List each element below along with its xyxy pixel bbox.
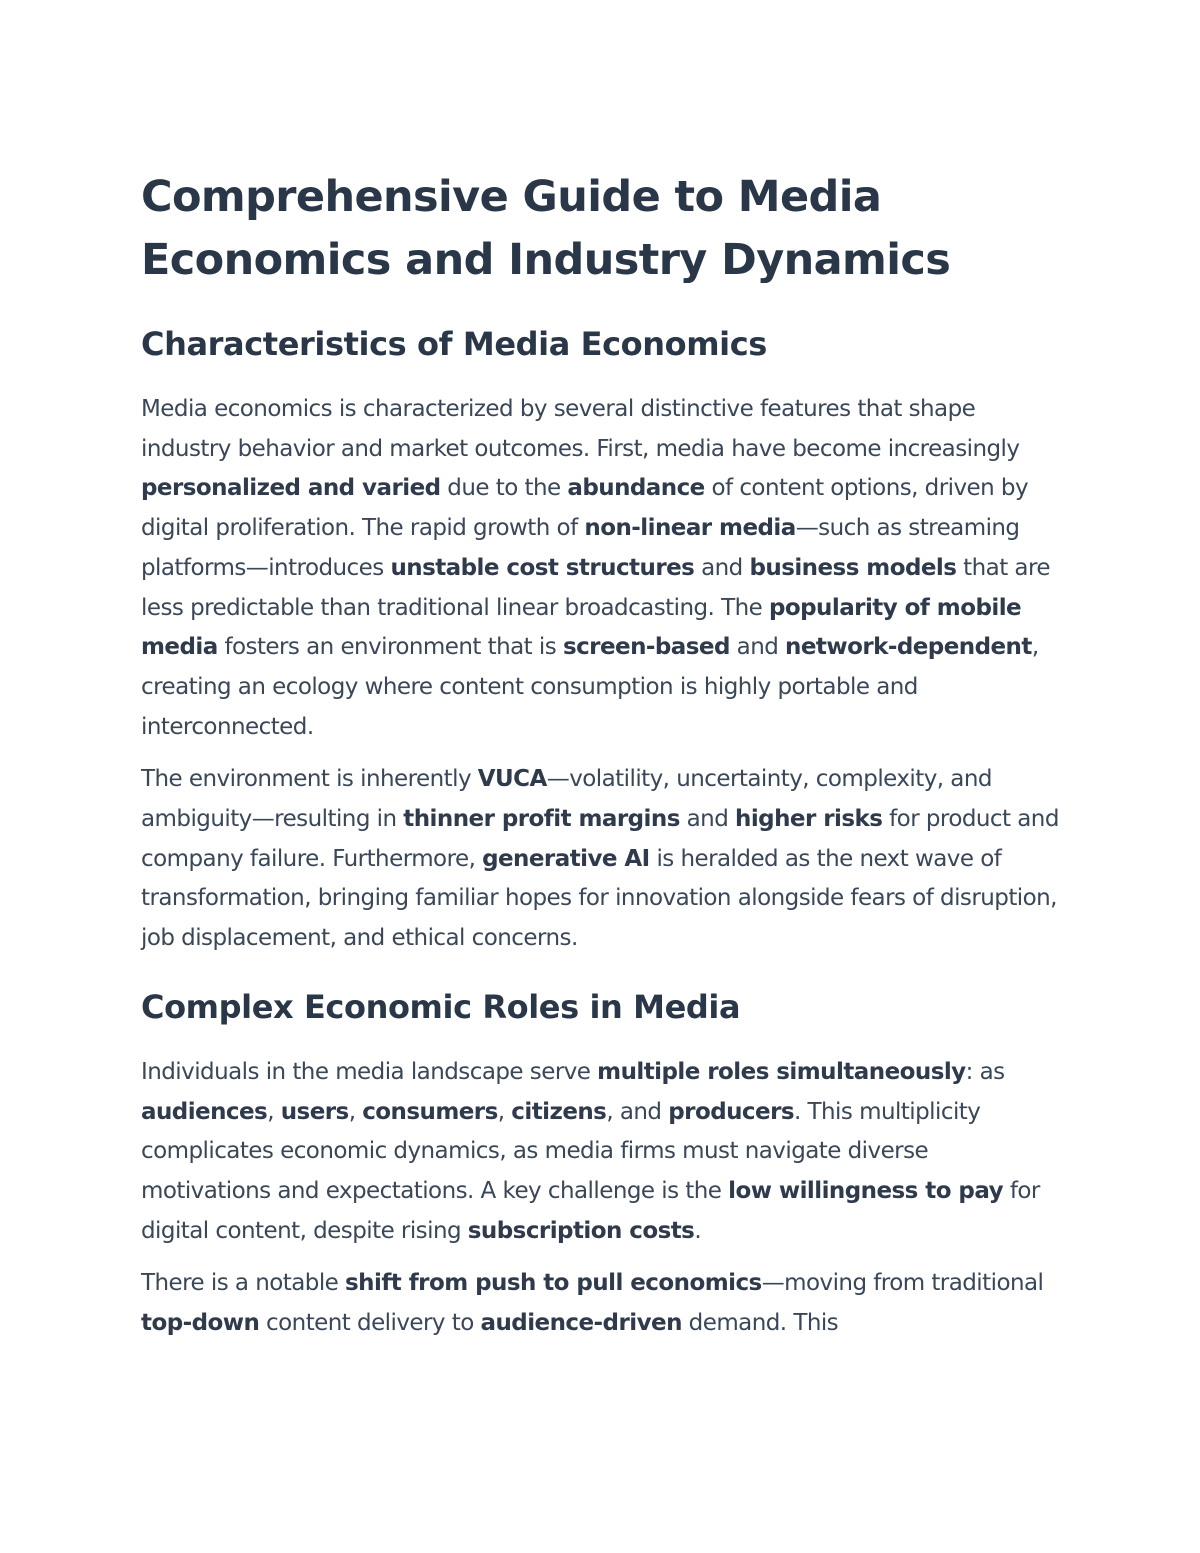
body-text: and <box>729 634 786 661</box>
body-text: and <box>679 806 736 833</box>
emphasized-text: users <box>280 1098 349 1125</box>
body-text: . This multiplicity complicates economic dynamics, as media firms must navigate diverse motivations and expectations. A key challenge is the <box>141 1098 981 1204</box>
body-text: —such as streaming platforms—introduces <box>141 515 1020 581</box>
body-text: demand. This <box>681 1310 839 1337</box>
emphasized-text: abundance <box>567 475 705 502</box>
section-heading-characteristics: Characteristics of Media Economics <box>141 325 767 363</box>
body-text: content delivery to <box>259 1310 481 1337</box>
body-text: for digital content, despite rising <box>141 1177 1040 1244</box>
emphasized-text: personalized and varied <box>141 475 441 502</box>
body-text: due to the <box>440 475 568 502</box>
emphasized-text: unstable cost structures <box>390 554 695 581</box>
emphasized-text: non-linear media <box>584 515 796 542</box>
emphasized-text: multiple roles simultaneously <box>597 1058 966 1085</box>
emphasized-text: top-down <box>141 1310 260 1337</box>
paragraph <box>141 760 1059 959</box>
emphasized-text: subscription costs <box>467 1217 695 1244</box>
body-text: —volatility, uncertainty, complexity, and ambiguity—resulting in <box>141 766 992 833</box>
body-text: , <box>267 1098 281 1125</box>
paragraph <box>141 1264 1059 1343</box>
body-text: : as <box>965 1058 1005 1085</box>
emphasized-text: shift from push to pull economics <box>345 1270 762 1297</box>
body-text: is heralded as the next wave of transformation, bringing familiar hopes for innovation alongside fears of disruption, job displacement, and ethical concerns. <box>141 845 1057 952</box>
section-heading-economic-roles: Complex Economic Roles in Media <box>141 987 741 1026</box>
body-text: of content options, driven by digital proliferation. The rapid growth of <box>141 475 1029 542</box>
emphasized-text: business models <box>749 554 957 581</box>
emphasized-text: higher risks <box>735 806 883 833</box>
emphasized-text: network-dependent <box>785 634 1032 661</box>
body-text: , creating an ecology where content consumption is highly portable and interconnected. <box>141 634 1039 740</box>
document-page <box>141 166 1059 1344</box>
emphasized-text: thinner profit margins <box>403 806 680 833</box>
emphasized-text: audiences <box>141 1098 268 1125</box>
body-text: and <box>694 554 750 581</box>
emphasized-text: low willingness to pay <box>728 1177 1004 1204</box>
body-text: —moving from traditional <box>761 1270 1044 1297</box>
paragraph <box>141 390 1059 747</box>
emphasized-text: popularity of mobile media <box>141 594 1022 661</box>
document-title: Comprehensive Guide to Media Economics and Industry Dynamics <box>141 172 951 285</box>
paragraph <box>141 1053 1059 1252</box>
emphasized-text: screen-based <box>562 634 730 661</box>
body-text: , and <box>606 1098 669 1125</box>
body-text: for product and company failure. Furthermore, <box>141 806 1059 872</box>
emphasized-text: generative AI <box>482 845 650 872</box>
body-text: that are less predictable than traditional linear broadcasting. The <box>141 554 1050 621</box>
emphasized-text: consumers <box>362 1098 498 1125</box>
emphasized-text: VUCA <box>477 766 547 793</box>
body-text: There is a notable <box>141 1270 346 1297</box>
body-text: , <box>348 1098 363 1125</box>
body-text: The environment is inherently <box>141 766 478 793</box>
body-text: Media economics is characterized by several distinctive features that shape industry behavior and market outcomes. First, media have become increasingly <box>141 396 1020 462</box>
emphasized-text: citizens <box>511 1098 607 1125</box>
body-text: Individuals in the media landscape serve <box>141 1058 598 1085</box>
body-text: , <box>497 1098 512 1125</box>
emphasized-text: audience-driven <box>480 1310 682 1337</box>
emphasized-text: producers <box>668 1098 794 1125</box>
body-text: fosters an environment that is <box>217 634 563 661</box>
body-text: . <box>694 1217 702 1244</box>
